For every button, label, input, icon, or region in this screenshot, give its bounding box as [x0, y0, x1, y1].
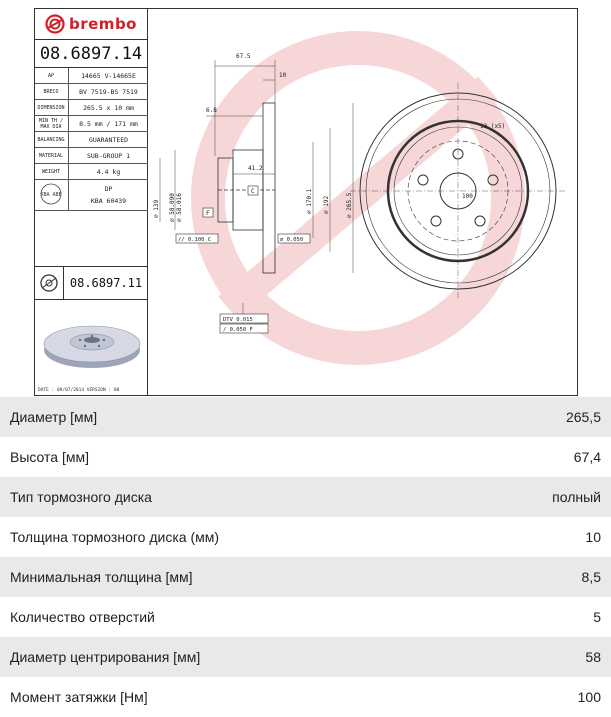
- kba-line: KBA 60439: [90, 197, 127, 205]
- spec-value: полный: [552, 489, 601, 505]
- kba-badge-text: KBA ABE: [40, 192, 62, 198]
- spec-label: Тип тормозного диска: [10, 489, 152, 505]
- holes-callout: 13 (x5): [480, 123, 506, 130]
- bolt-hole: [431, 216, 441, 226]
- spec-label: Диаметр [мм]: [10, 409, 98, 425]
- spec-list: [0, 397, 611, 717]
- spec-row: [34, 132, 148, 148]
- spec-label: Диаметр центрирования [мм]: [10, 649, 201, 665]
- spec-value: 58: [585, 649, 601, 665]
- kba-badge-icon: [40, 183, 62, 205]
- tol-dtv: DTV 0.015: [223, 317, 253, 323]
- spec-row-diameter: [0, 397, 611, 437]
- spec-value: SUB-GROUP 1: [69, 148, 149, 164]
- bolt-hole: [418, 175, 428, 185]
- spec-label: Толщина тормозного диска (мм): [10, 529, 220, 545]
- kba-badge-cell: [34, 180, 69, 211]
- spec-value: GUARANTEED: [69, 132, 149, 148]
- alt-part-number: 08.6897.11: [69, 276, 143, 290]
- spec-label: Количество отверстий: [10, 609, 155, 625]
- spec-row-height: [0, 437, 611, 477]
- spec-row: [34, 68, 148, 84]
- spec-value: 100: [577, 689, 601, 705]
- disc-drawing: [148, 8, 578, 388]
- tol-runout-c: // 0.100 C: [178, 237, 212, 243]
- spec-value: 265.5 x 10 mm: [69, 100, 149, 116]
- kba-row: [34, 180, 148, 211]
- datum-f: F: [206, 210, 210, 217]
- dim-10: 10: [279, 72, 287, 79]
- part-number: 08.6897.14: [34, 40, 148, 68]
- spec-row: [34, 148, 148, 164]
- spec-key: DIMENSION: [34, 100, 69, 116]
- tol-runout-f: / 0.050 F: [223, 327, 253, 333]
- spec-row: [34, 100, 148, 116]
- spec-value: 14665 V-14665E: [69, 68, 149, 84]
- spec-key: AP: [34, 68, 69, 84]
- dim-41-2: 41.2: [248, 165, 263, 172]
- spec-row-torque: [0, 677, 611, 717]
- spec-row-min-thickness: [0, 557, 611, 597]
- datum-c: C: [251, 188, 255, 195]
- spec-value: BV 7519-BS 7519: [69, 84, 149, 100]
- spec-table: [34, 68, 148, 211]
- spec-value: 4.4 kg: [69, 164, 149, 180]
- spec-row: [34, 116, 148, 132]
- dim-58-090: ∅ 58.090: [169, 193, 176, 222]
- spec-label: Момент затяжки [Нм]: [10, 689, 148, 705]
- date-version: DATE : 09/07/2014 VERSION : 00: [38, 388, 120, 393]
- brand-logo: [34, 8, 148, 40]
- spec-value: 10: [585, 529, 601, 545]
- disc-3d-render: [38, 310, 146, 376]
- spec-key: BRECO: [34, 84, 69, 100]
- alt-part-row: [34, 266, 148, 300]
- dim-192: ∅ 192: [323, 195, 330, 214]
- dim-58-016: ∅ 58.016: [176, 193, 183, 222]
- brembo-logo-icon: [45, 14, 65, 34]
- spec-row: [34, 164, 148, 180]
- dim-6-8: 6.8: [206, 107, 217, 114]
- spec-row: [34, 84, 148, 100]
- pcd-label: 100: [462, 193, 473, 200]
- spec-row-holes: [0, 597, 611, 637]
- dim-170-1: ∅ 170.1: [306, 188, 313, 214]
- spec-row-centering-diameter: [0, 637, 611, 677]
- brand-name: brembo: [69, 14, 137, 33]
- spec-label: Минимальная толщина [мм]: [10, 569, 193, 585]
- spec-row-disc-type: [0, 477, 611, 517]
- spec-row-thickness: [0, 517, 611, 557]
- spec-value: 67,4: [573, 449, 601, 465]
- bolt-hole: [475, 216, 485, 226]
- coated-disc-icon: [34, 266, 64, 300]
- spec-value: 8.5 mm / 171 mm: [69, 116, 149, 132]
- spec-value: 5: [593, 609, 601, 625]
- spec-key: MIN TH / MAX DIA: [34, 116, 69, 132]
- dim-265-5: ∅ 265.5: [346, 192, 353, 218]
- spec-key: BALANCING: [34, 132, 69, 148]
- spec-key: WEIGHT: [34, 164, 69, 180]
- tol-flatness: ∅ 0.050: [280, 237, 304, 243]
- spec-value: 265,5: [565, 409, 601, 425]
- spec-value: 8,5: [581, 569, 601, 585]
- dim-67-5: 67.5: [236, 53, 251, 60]
- kba-line: DP: [104, 185, 113, 193]
- spec-key: MATERIAL: [34, 148, 69, 164]
- dim-139: ∅ 139: [153, 199, 160, 218]
- spec-label: Высота [мм]: [10, 449, 89, 465]
